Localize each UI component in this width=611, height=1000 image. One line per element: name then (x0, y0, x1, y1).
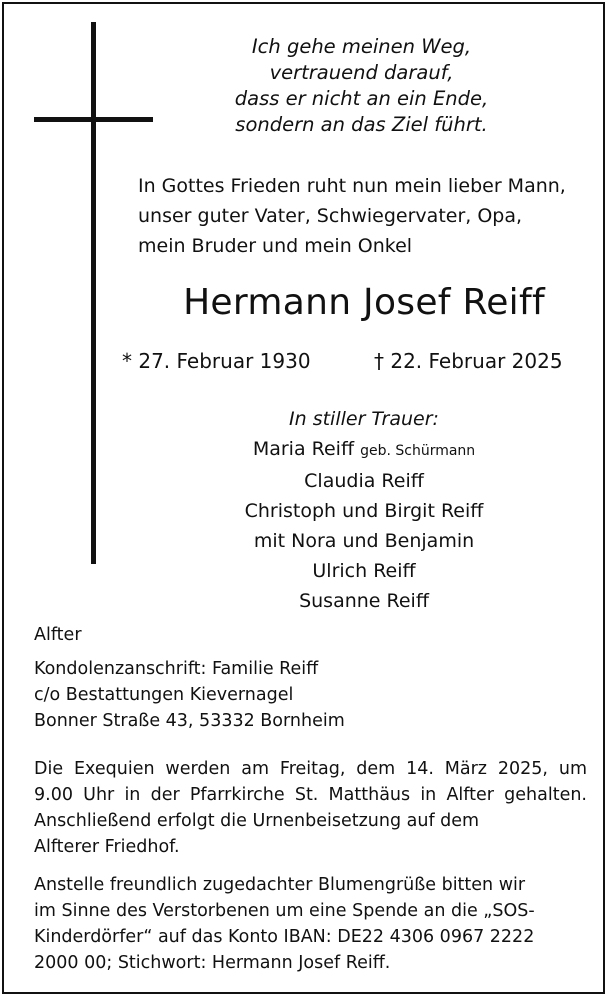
poem-line: sondern an das Ziel führt. (235, 113, 488, 136)
notice-line: Anschließend erfolgt die Urnenbeisetzung auf dem (34, 811, 480, 831)
donation-line: Anstelle freundlich zugedachter Blumengrüße bitten wir (34, 875, 526, 895)
donation-line: Kinderdörfer“ auf das Konto IBAN: DE22 4306 0967 2222 (34, 927, 535, 947)
mourner-entry: Ulrich Reiff (312, 560, 416, 582)
intro-line: unser guter Vater, Schwiegervater, Opa, (138, 205, 523, 227)
mourner-maiden-name: geb. Schürmann (360, 443, 476, 459)
poem-line: vertrauend darauf, (269, 61, 454, 84)
intro-line: In Gottes Frieden ruht nun mein lieber Mann, (138, 175, 566, 197)
mourner-name: Maria Reiff (252, 438, 355, 460)
donation-line: 2000 00; Stichwort: Hermann Josef Reiff. (34, 953, 391, 973)
obituary-frame (2, 2, 605, 994)
poem-line: dass er nicht an ein Ende, (234, 87, 489, 110)
mourner-entry: Christoph und Birgit Reiff (244, 500, 484, 522)
condolence-address (34, 656, 587, 734)
birth-date: * 27. Februar 1930 (122, 349, 311, 373)
mourner-entry (114, 434, 605, 466)
mourner-entry: mit Nora und Benjamin (253, 530, 475, 552)
donation-line: im Sinne des Verstorbenen um eine Spende an die „SOS- (34, 901, 535, 921)
deceased-name: Hermann Josef Reiff (183, 282, 545, 323)
intro-text (138, 171, 588, 261)
mourners-heading: In stiller Trauer: (289, 408, 439, 430)
mourner-entry: Claudia Reiff (304, 470, 424, 492)
poem-line: Ich gehe meinen Weg, (251, 35, 472, 58)
cross-icon (91, 22, 96, 564)
notice-line: Die Exequien werden am Freitag, dem 14. März 2025, um (34, 759, 587, 779)
donation-notice (34, 872, 587, 976)
cross-icon-bar (34, 117, 153, 122)
place-name: Alfter (34, 625, 82, 645)
funeral-notice (34, 756, 587, 860)
poem-verse (199, 34, 524, 138)
mourner-entry: Susanne Reiff (299, 590, 429, 612)
address-line: c/o Bestattungen Kievernagel (34, 685, 294, 705)
death-date: † 22. Februar 2025 (374, 349, 563, 373)
notice-line: Alfterer Friedhof. (34, 837, 180, 857)
address-line: Bonner Straße 43, 53332 Bornheim (34, 711, 345, 731)
address-line: Kondolenzanschrift: Familie Reiff (34, 659, 319, 679)
intro-line: mein Bruder und mein Onkel (138, 235, 413, 257)
mourners-list (114, 404, 605, 616)
notice-line: 9.00 Uhr in der Pfarrkirche St. Matthäus in Alfter gehalten. (34, 785, 587, 805)
